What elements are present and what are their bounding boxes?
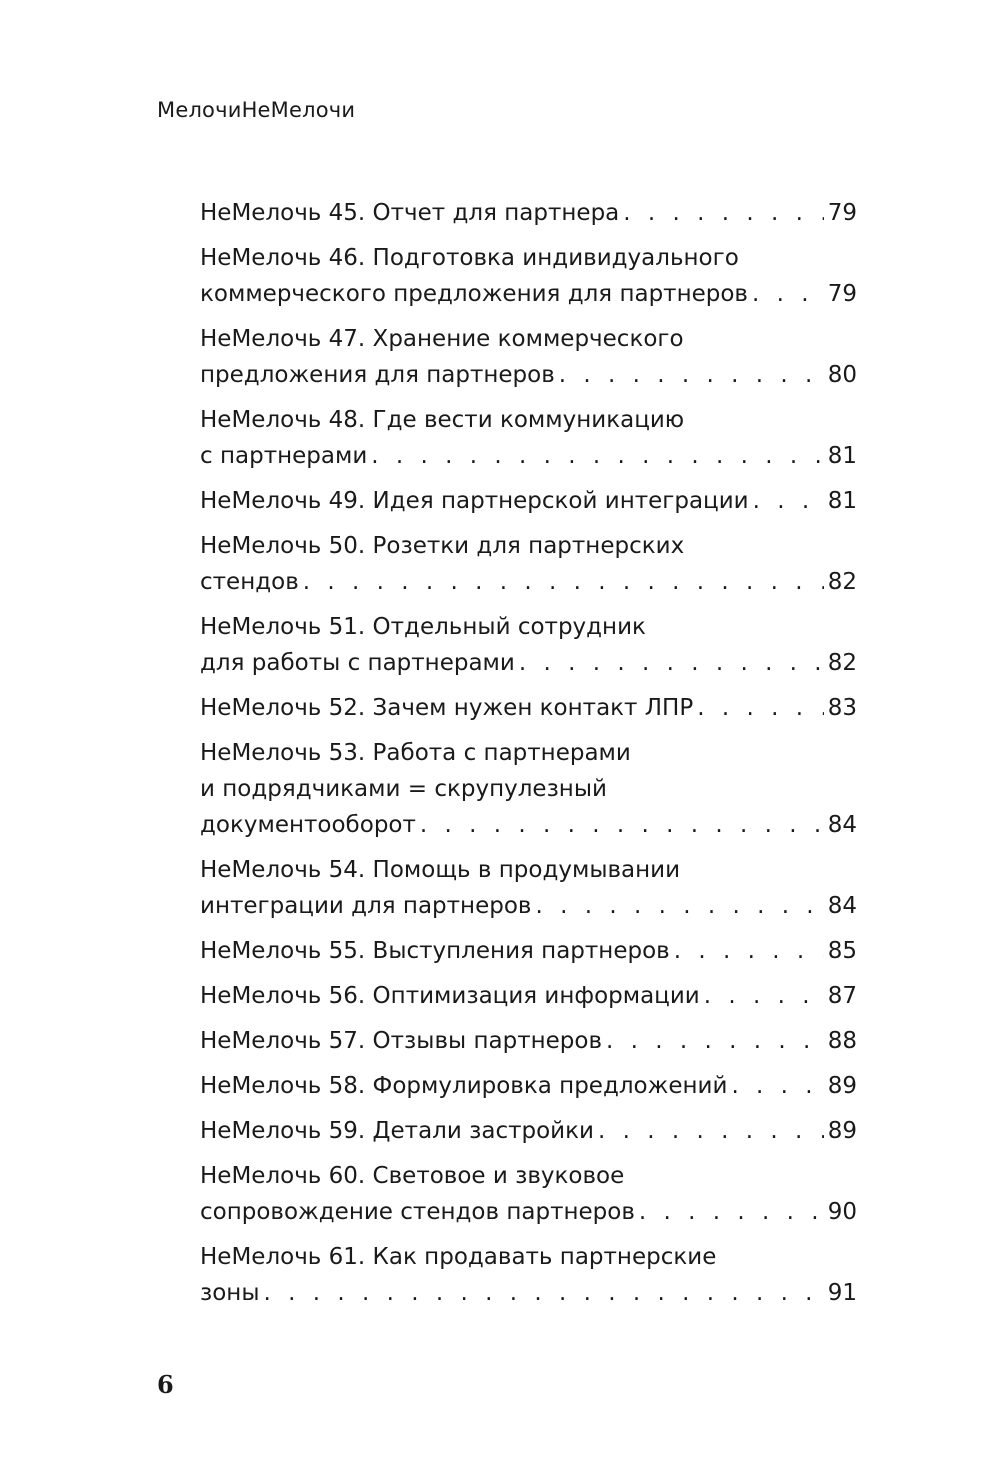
toc-entry	[200, 1239, 857, 1311]
toc-entry-last-line	[200, 978, 857, 1014]
toc-entry-title-line: НеМелочь 60. Световое и звуковое	[200, 1163, 625, 1189]
dot-leader	[559, 357, 824, 393]
toc-entry	[200, 978, 857, 1014]
toc-entry-last-line	[200, 195, 857, 231]
toc-page-number: 85	[827, 938, 857, 964]
dot-leader	[697, 690, 823, 726]
dot-leader	[264, 1275, 824, 1311]
toc-entry-last-line	[200, 438, 857, 474]
toc-entry-title-line: НеМелочь 58. Формулировка предложений	[200, 1073, 728, 1099]
toc-page-number: 82	[827, 650, 857, 676]
toc-entry	[200, 1023, 857, 1059]
toc-page-number: 79	[827, 281, 857, 307]
toc-page-number: 81	[827, 443, 857, 469]
toc-page-number: 82	[827, 569, 857, 595]
toc-page-number: 89	[827, 1118, 857, 1144]
toc-entry-title-line: с партнерами	[200, 443, 368, 469]
dot-leader	[752, 276, 824, 312]
toc-entry-title-line: и подрядчиками = скрупулезный	[200, 776, 607, 802]
toc-page-number: 89	[827, 1073, 857, 1099]
toc-page-number: 84	[827, 812, 857, 838]
toc-entry	[200, 195, 857, 231]
toc-entry	[200, 852, 857, 924]
toc-entry	[200, 735, 857, 843]
toc-entry-title-line: НеМелочь 56. Оптимизация информации	[200, 983, 700, 1009]
toc-entry-title-line: НеМелочь 51. Отдельный сотрудник	[200, 614, 646, 640]
toc-entry	[200, 690, 857, 726]
dot-leader	[535, 888, 823, 924]
toc-entry-last-line	[200, 807, 857, 843]
toc-entry	[200, 240, 857, 312]
toc-page-number: 80	[827, 362, 857, 388]
toc-entry-last-line	[200, 1023, 857, 1059]
dot-leader	[731, 1068, 823, 1104]
toc-entry-title-line: документооборот	[200, 812, 416, 838]
toc-entry-title-line: НеМелочь 57. Отзывы партнеров	[200, 1028, 603, 1054]
toc-page-number: 88	[827, 1028, 857, 1054]
toc-page-number: 81	[827, 488, 857, 514]
toc-entry-last-line	[200, 933, 857, 969]
toc-page-number: 84	[827, 893, 857, 919]
dot-leader	[753, 483, 824, 519]
toc-entry-last-line	[200, 1068, 857, 1104]
dot-leader	[303, 564, 824, 600]
toc-entry-title-line: НеМелочь 55. Выступления партнеров	[200, 938, 670, 964]
dot-leader	[598, 1113, 824, 1149]
toc-entry-title-line: НеМелочь 54. Помощь в продумывании	[200, 857, 681, 883]
running-head: МелочиНеМелочи	[157, 98, 356, 122]
toc-entry	[200, 483, 857, 519]
toc-entry-last-line	[200, 690, 857, 726]
toc-entry-last-line	[200, 564, 857, 600]
toc-entry-title-line: зоны	[200, 1280, 260, 1306]
toc-entry-title-line: НеМелочь 48. Где вести коммуникацию	[200, 407, 685, 433]
toc-entry	[200, 528, 857, 600]
toc-entry-title-line: НеМелочь 52. Зачем нужен контакт ЛПР	[200, 695, 694, 721]
toc-entry-last-line	[200, 1275, 857, 1311]
dot-leader	[623, 195, 823, 231]
toc-entry-title-line: НеМелочь 46. Подготовка индивидуального	[200, 245, 739, 271]
toc-entry	[200, 1158, 857, 1230]
toc-page-number: 79	[827, 200, 857, 226]
toc-entry-title-line: для работы с партнерами	[200, 650, 515, 676]
toc-page-number: 87	[827, 983, 857, 1009]
toc-page-number: 83	[827, 695, 857, 721]
toc-entry-title-line: НеМелочь 50. Розетки для партнерских	[200, 533, 685, 559]
toc-entry-last-line	[200, 1194, 857, 1230]
toc-entry-last-line	[200, 483, 857, 519]
toc-entry-last-line	[200, 645, 857, 681]
toc-entry-last-line	[200, 1113, 857, 1149]
toc-entry	[200, 1113, 857, 1149]
dot-leader	[704, 978, 824, 1014]
toc-entry-last-line	[200, 276, 857, 312]
toc-entry-title-line: НеМелочь 59. Детали застройки	[200, 1118, 594, 1144]
dot-leader	[639, 1194, 824, 1230]
toc-entry-title-line: НеМелочь 49. Идея партнерской интеграции	[200, 488, 749, 514]
toc-entry-title-line: НеМелочь 45. Отчет для партнера	[200, 200, 620, 226]
toc-entry	[200, 321, 857, 393]
dot-leader	[519, 645, 824, 681]
toc-entry-title-line: предложения для партнеров	[200, 362, 555, 388]
dot-leader	[674, 933, 824, 969]
dot-leader	[420, 807, 824, 843]
toc-entry-title-line: коммерческого предложения для партнеров	[200, 281, 748, 307]
toc-entry-title-line: интеграции для партнеров	[200, 893, 532, 919]
toc-entry	[200, 1068, 857, 1104]
toc-entry-title-line: НеМелочь 53. Работа с партнерами	[200, 740, 631, 766]
toc-entry	[200, 933, 857, 969]
toc-entry-title-line: стендов	[200, 569, 299, 595]
page-number: 6	[157, 1370, 174, 1399]
toc-entry	[200, 402, 857, 474]
toc-entry-title-line: НеМелочь 47. Хранение коммерческого	[200, 326, 684, 352]
toc-page-number: 91	[827, 1280, 857, 1306]
dot-leader	[606, 1023, 824, 1059]
dot-leader	[371, 438, 823, 474]
toc-entry-last-line	[200, 888, 857, 924]
toc-page-number: 90	[827, 1199, 857, 1225]
toc-entry	[200, 609, 857, 681]
toc-entry-title-line: сопровождение стендов партнеров	[200, 1199, 635, 1225]
toc-entry-title-line: НеМелочь 61. Как продавать партнерские	[200, 1244, 717, 1270]
table-of-contents	[200, 195, 857, 1320]
toc-entry-last-line	[200, 357, 857, 393]
